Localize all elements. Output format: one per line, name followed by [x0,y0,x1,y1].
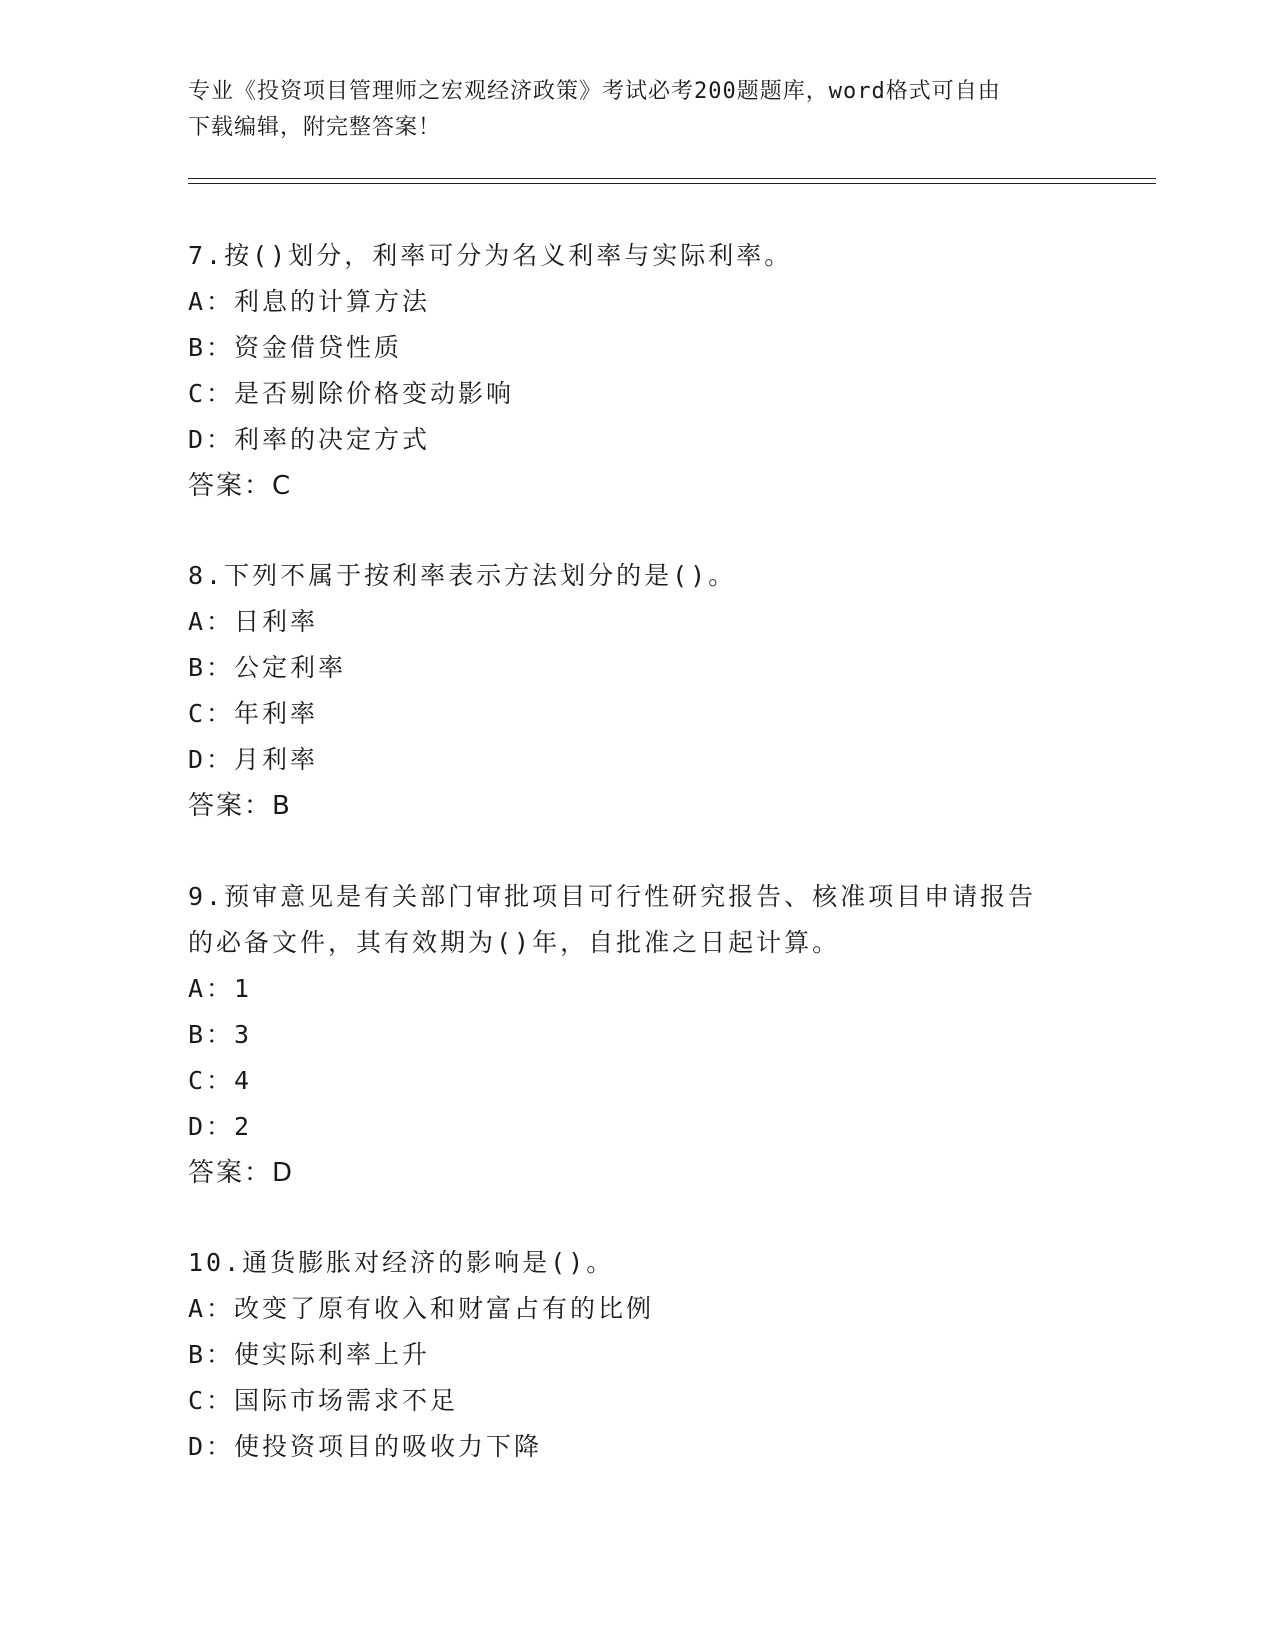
header-divider-top [188,178,1156,179]
option-a: A：利息的计算方法 [188,287,431,316]
option-b: B：资金借贷性质 [188,333,403,362]
header-line-1: 专业《投资项目管理师之宏观经济政策》考试必考200题题库，word格式可自由 [188,79,1001,104]
option-c: C：国际市场需求不足 [188,1386,459,1415]
question-7 [188,233,1088,509]
question-stem-line-2: 的必备文件，其有效期为()年，自批准之日起计算。 [188,928,841,957]
option-c: C：4 [188,1066,253,1095]
answer: 答案：B [188,791,292,821]
question-stem: 8.下列不属于按利率表示方法划分的是()。 [188,561,737,590]
option-d: D：月利率 [188,745,319,774]
header-line-2: 下载编辑，附完整答案！ [188,115,442,140]
header-divider-bottom [188,183,1156,184]
answer: 答案：C [188,471,293,501]
option-a: A：改变了原有收入和财富占有的比例 [188,1294,655,1323]
option-d: D：2 [188,1112,253,1141]
question-9 [188,874,1088,1196]
answer: 答案：D [188,1158,295,1188]
question-stem-line-1: 9.预审意见是有关部门审批项目可行性研究报告、核准项目申请报告 [188,882,1037,911]
question-10 [188,1240,1088,1470]
option-b: B：使实际利率上升 [188,1340,431,1369]
option-a: A：日利率 [188,607,319,636]
option-c: C：是否剔除价格变动影响 [188,379,515,408]
option-d: D：使投资项目的吸收力下降 [188,1432,543,1461]
question-stem: 7.按()划分，利率可分为名义利率与实际利率。 [188,241,793,270]
document-header [188,74,1088,146]
option-b: B：公定利率 [188,653,347,682]
question-stem: 10.通货膨胀对经济的影响是()。 [188,1248,615,1277]
question-8 [188,553,1088,829]
option-a: A：1 [188,974,253,1003]
option-d: D：利率的决定方式 [188,425,431,454]
option-b: B：3 [188,1020,253,1049]
option-c: C：年利率 [188,699,319,728]
